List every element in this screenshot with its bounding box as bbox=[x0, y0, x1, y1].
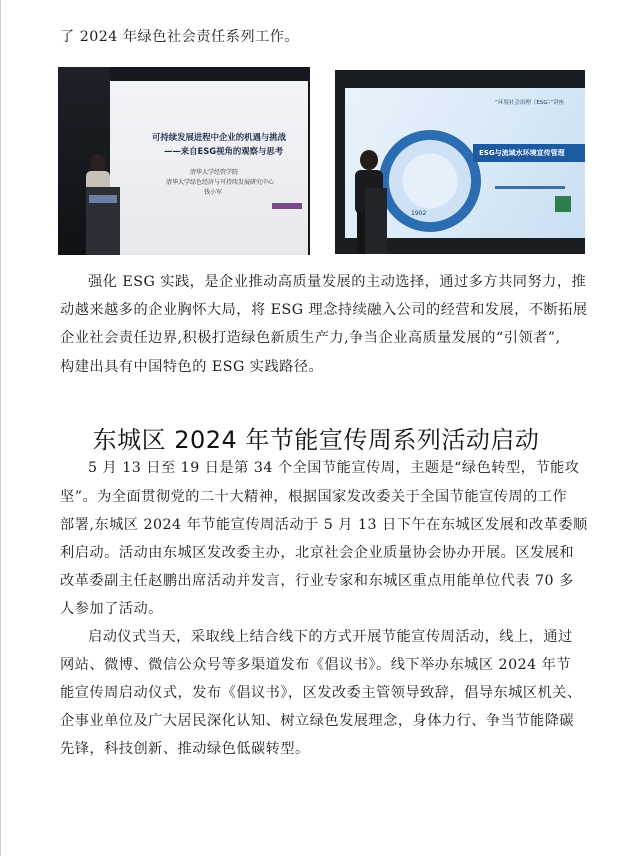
slide-org-2: 清华大学绿色经济与可持续发展研究中心 bbox=[166, 179, 275, 186]
university-logo bbox=[272, 203, 302, 209]
slide-header: “环境社会治理（ESG）”讲座 bbox=[495, 100, 565, 106]
university-seal bbox=[379, 130, 481, 232]
para1-line-1: 强化 ESG 实践，是企业推动高质量发展的主动选择，通过多方共同努力，推 bbox=[88, 274, 587, 290]
para3-line-3: 能宣传周启动仪式，发布《倡议书》，区发改委主管领导致辞，倡导东城区机关、 bbox=[60, 685, 582, 701]
para3-line-4: 企事业单位及广大居民深化认知、树立绿色发展理念，身体力行、争当节能降碳 bbox=[60, 713, 575, 729]
slide-subtext bbox=[495, 186, 565, 189]
lecture-photo-2 bbox=[335, 70, 585, 254]
slide-title-line-2: ——来自ESG视角的观察与思考 bbox=[164, 146, 284, 156]
para3-line-5: 先锋，科技创新、推动绿色低碳转型。 bbox=[60, 741, 310, 757]
para2-line-4: 利启动。活动由东城区发改委主办，北京社会企业质量协会协办开展。区发展和 bbox=[60, 545, 575, 561]
para2-line-2: 坚”。为全面贯彻党的二十大精神，根据国家发改委关于全国节能宣传周的工作 bbox=[60, 489, 568, 505]
seal-year: 1902 bbox=[411, 210, 427, 217]
para1-line-2: 动越来越多的企业胸怀大局，将 ESG 理念持续融入公司的经营和发展，不断拓展 bbox=[60, 302, 588, 318]
para3-line-2: 网站、微博、微信公众号等多渠道发布《倡议书》。线下举办东城区 2024 年节 bbox=[60, 657, 572, 673]
slide-title: ESG与流域水环境宣传管理 bbox=[479, 149, 565, 157]
slide-speaker: 钱小军 bbox=[204, 189, 223, 196]
intro-line: 了 2024 年绿色社会责任系列工作。 bbox=[60, 29, 300, 45]
projection-screen-1 bbox=[108, 81, 308, 255]
para2-line-6: 人参加了活动。 bbox=[60, 601, 163, 617]
para2-line-1: 5 月 13 日至 19 日是第 34 个全国节能宣传周，主题是“绿色转型，节能攻 bbox=[88, 460, 580, 476]
para1-line-4: 构建出具有中国特色的 ESG 实践路径。 bbox=[60, 359, 324, 375]
para3-line-1: 启动仪式当天，采取线上结合线下的方式开展节能宣传周活动，线上，通过 bbox=[88, 629, 573, 645]
slide-title-line-1: 可持续发展进程中企业的机遇与挑战 bbox=[152, 132, 286, 142]
lecture-photo-1 bbox=[58, 67, 310, 255]
para2-line-3: 部署,东城区 2024 年节能宣传周活动于 5 月 13 日下午在东城区发展和改革委顺 bbox=[60, 517, 588, 533]
qr-code bbox=[555, 196, 571, 212]
podium-1 bbox=[86, 187, 120, 255]
slide-title-bar bbox=[473, 144, 585, 162]
para2-line-5: 改革委副主任赵鹏出席活动并发言，行业专家和东城区重点用能单位代表 70 多 bbox=[60, 573, 574, 589]
para1-line-3: 企业社会责任边界,积极打造绿色新质生产力,争当企业高质量发展的“引领者”, bbox=[60, 330, 561, 346]
section-heading: 东城区 2024 年节能宣传周系列活动启动 bbox=[92, 426, 540, 454]
slide-org-1: 清华大学经管学院 bbox=[190, 169, 239, 176]
podium-2 bbox=[365, 188, 387, 254]
